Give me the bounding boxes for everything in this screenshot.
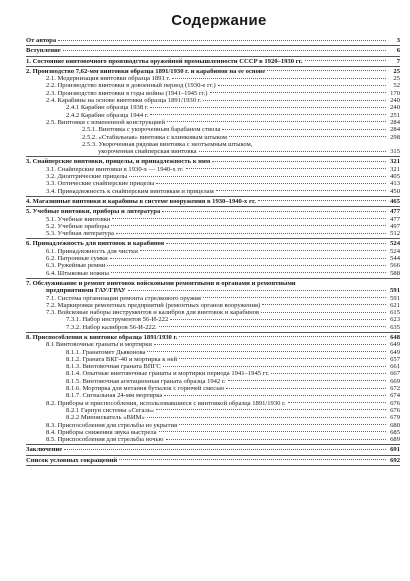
toc-entry[interactable] (26, 378, 400, 385)
toc-entry-title: 8.2. Приборы и приспособления, использовавшиеся с винтовкой образца 1891/1930 г. (46, 399, 286, 407)
dot-leader (128, 289, 386, 291)
toc-entry[interactable] (26, 208, 400, 215)
toc-entry-page: 3 (396, 37, 400, 44)
toc-entry-page: 240 (390, 97, 400, 105)
toc-entry[interactable] (26, 97, 400, 104)
dot-leader (179, 423, 386, 425)
toc-entry-title: 1. Состояние винтовочного производства оружейной промышленности СССР в 1920–1930 гг. (26, 57, 303, 65)
section-divider (26, 196, 400, 197)
dot-leader (261, 311, 386, 313)
toc-entry[interactable] (26, 356, 400, 363)
toc-entry-page: 661 (390, 363, 400, 371)
toc-entry[interactable] (26, 385, 400, 392)
toc-entry-page: 672 (390, 385, 400, 393)
toc-entry[interactable] (26, 47, 400, 54)
toc-entry[interactable] (26, 166, 400, 173)
toc-entry-title: 8.1.6. Мортирка для метания бутылок с горючей смесью (66, 385, 225, 393)
toc-entry-page: 588 (390, 269, 400, 277)
toc-entry[interactable] (26, 188, 400, 195)
toc-entry[interactable] (26, 295, 400, 302)
toc-entry[interactable] (26, 262, 400, 269)
dot-leader (288, 401, 386, 403)
toc-entry[interactable] (26, 370, 400, 377)
section-divider (26, 206, 400, 207)
toc-entry-title: 2. Производство 7,62-мм винтовки образца 1891/1930 г. и карабинов на ее основе (26, 67, 266, 75)
toc-entry-title: 3. Снайперские винтовки, прицелы, и принадлежность к ним (26, 158, 211, 166)
toc-entry[interactable] (26, 216, 400, 223)
toc-entry-title: 8.1.7. Сигнальная 24-мм мортирка (66, 392, 163, 400)
toc-entry[interactable] (26, 436, 400, 443)
toc-entry-title: 2.4. Карабины на основе винтовки образца 1891/1930 г. (46, 97, 202, 105)
toc-entry[interactable] (26, 75, 400, 82)
section-divider (26, 455, 400, 456)
dot-leader (147, 416, 386, 418)
toc-entry-title: 2.5.3. Укороченная рядовая винтовка с неотъемным штыком, (82, 140, 253, 148)
toc-entry-page: 7 (396, 57, 400, 65)
toc-entry-page: 284 (390, 118, 400, 126)
toc-entry-page: 648 (390, 333, 400, 341)
toc-entry-title: 8.1.4. Опытные винтовочные гранаты и мортирки периода 1941–1945 гг. (66, 370, 269, 378)
toc-entry-title: 8.1 Винтовочные гранаты и мортирки (46, 341, 152, 349)
toc-entry[interactable] (26, 392, 400, 399)
toc-entry-title: 8. Приспособления к винтовке образца 1891/1930 г. (26, 333, 178, 341)
toc-entry-title: 7. Обслуживание и ремонт винтовок войсковыми ремонтными и органами и ремонтными (26, 279, 296, 287)
toc-entry-title: 2.3. Производство винтовки в годы войны (1941–1945 гг.) (46, 89, 208, 97)
toc-entry-page: 477 (390, 215, 400, 223)
dot-leader (164, 394, 386, 396)
toc-entry-title: 3.2. Диоптрические прицелы (46, 173, 128, 181)
dot-leader (203, 296, 386, 298)
dot-leader (210, 91, 386, 93)
toc-entry[interactable] (26, 287, 400, 294)
dot-leader (150, 113, 386, 115)
toc-entry[interactable] (26, 68, 400, 75)
page-title: Содержание (171, 12, 267, 29)
section-divider (26, 156, 400, 157)
section-divider (26, 66, 400, 67)
dot-leader (116, 232, 386, 234)
toc-entry-page: 240 (390, 104, 400, 112)
toc-entry-title: 2.5.1. Винтовка с укороченным барабаном ствола (82, 126, 221, 134)
dot-leader (212, 160, 386, 162)
toc-entry[interactable] (26, 270, 400, 277)
toc-entry-title: 6.3. Ружейные ремни (46, 262, 106, 270)
toc-entry-page: 450 (390, 187, 400, 195)
toc-entry[interactable] (26, 240, 400, 247)
dot-leader (166, 438, 387, 440)
toc-entry-page: 669 (390, 377, 400, 385)
dot-leader (156, 408, 386, 410)
dot-leader (186, 167, 386, 169)
dot-leader (216, 189, 386, 191)
toc-entry-title: 6.2. Патронные сумки (46, 255, 108, 263)
toc-entry[interactable] (26, 37, 400, 44)
toc-entry-page: 674 (390, 392, 400, 400)
toc-entry-page: 676 (390, 399, 400, 407)
toc-entry-title: 3.3. Оптические снайперские прицелы (46, 180, 155, 188)
toc-entry-title: 5.3. Учебная литература (46, 230, 114, 238)
toc-entry-title: 4. Магазинные винтовки и карабины в системе вооружения в 1930–1940-х гг. (26, 197, 256, 205)
toc-entry-title: От автора (26, 37, 57, 44)
toc-entry-title: 6.4. Штыковые ножны (46, 269, 109, 277)
dot-leader (229, 135, 386, 137)
dot-leader (179, 335, 386, 337)
toc-entry-title: 5.2. Учебные приборы (46, 222, 110, 230)
toc-entry-title: 2.4.2 Карабин образца 1944 г. (66, 111, 149, 119)
dot-leader (110, 257, 386, 259)
toc-entry-title: 3.1. Снайперские винтовки в 1930-х — 1940-х гг. (46, 165, 184, 173)
toc-entry-page: 52 (393, 82, 400, 90)
toc-entry[interactable] (26, 126, 400, 133)
toc-entry[interactable] (26, 334, 400, 341)
toc-entry-page: 465 (390, 197, 400, 205)
toc-entry-title: 7.3. Войсковые наборы инструментов и калибров для винтовок и карабинов (46, 309, 260, 317)
toc-entry-title: Список условных сокращений (26, 456, 118, 464)
toc-entry-title: 7.3.2. Набор калибров 56-И-222. (66, 323, 157, 331)
toc-entry[interactable] (26, 280, 400, 287)
toc-entry-title: 7.1. Система организации ремонта стрелкового оружия (46, 294, 201, 302)
toc-entry-page: 691 (390, 446, 400, 454)
section-divider (26, 465, 400, 466)
toc-entry-page: 25 (393, 67, 400, 75)
toc-entry-page: 679 (390, 414, 400, 422)
toc-entry-title: 2.5.2. «Стабильная» винтовка с клинковым штыком (82, 133, 227, 141)
toc-entry[interactable] (26, 302, 400, 309)
toc-entry-title: Вступление (26, 47, 61, 55)
toc-entry-page: 512 (390, 230, 400, 238)
dot-leader (150, 106, 386, 108)
toc-entry[interactable] (26, 407, 400, 414)
dot-leader (156, 182, 386, 184)
toc-entry[interactable] (26, 112, 400, 119)
toc-entry[interactable] (26, 309, 400, 316)
dot-leader (226, 387, 386, 389)
table-of-contents (26, 37, 400, 466)
toc-entry[interactable] (26, 255, 400, 262)
toc-entry-title: 5. Учебные винтовки, приборы и литература (26, 208, 161, 216)
toc-entry-page: 566 (390, 262, 400, 270)
toc-entry-title: 8.1.3. Винтовочная граната ВПГС (66, 363, 161, 371)
toc-entry-page: 6 (396, 47, 400, 55)
toc-entry[interactable] (26, 198, 400, 205)
dot-leader (63, 49, 386, 51)
toc-entry-page: 251 (390, 111, 400, 119)
dot-leader (112, 217, 386, 219)
toc-entry-page: 621 (390, 301, 400, 309)
dot-leader (170, 318, 386, 320)
toc-entry-page: 667 (390, 370, 400, 378)
toc-entry[interactable] (26, 90, 400, 97)
section-divider (26, 45, 400, 46)
toc-entry[interactable] (26, 173, 400, 180)
toc-entry-page: 315 (390, 148, 400, 156)
toc-entry-title: укороченная снайперская винтовка (98, 148, 197, 156)
dot-leader (140, 249, 386, 251)
toc-entry[interactable] (26, 457, 400, 464)
toc-entry[interactable] (26, 104, 400, 111)
toc-entry[interactable] (26, 414, 400, 421)
toc-entry-page: 649 (390, 341, 400, 349)
dot-leader (222, 128, 386, 130)
dot-leader (159, 325, 386, 327)
toc-entry[interactable] (26, 248, 400, 255)
toc-entry[interactable] (26, 446, 400, 453)
toc-entry-page: 623 (390, 316, 400, 324)
toc-entry[interactable] (26, 316, 400, 323)
toc-entry-title: предприятиями ГАУ/ГРАУ (46, 287, 126, 295)
dot-leader (58, 39, 386, 41)
dot-leader (107, 264, 386, 266)
toc-entry[interactable] (26, 134, 400, 141)
toc-entry-title: 7.2. Маркировки ремонтных предприятий (ремонтных органов вооружения) (46, 301, 261, 309)
toc-entry-page: 413 (390, 180, 400, 188)
toc-entry-page: 692 (390, 456, 400, 464)
dot-leader (167, 120, 386, 122)
section-divider (26, 238, 400, 239)
toc-entry-title: 7.3.1. Набор инструментов 56-И-222 (66, 316, 169, 324)
toc-entry[interactable] (26, 400, 400, 407)
dot-leader (203, 99, 386, 101)
toc-entry[interactable] (26, 119, 400, 126)
toc-entry[interactable] (26, 324, 400, 331)
toc-entry-title: 8.1.5. Винтовочная агитационная граната образца 1942 г. (66, 377, 226, 385)
dot-leader (258, 199, 386, 201)
toc-entry-title: 2.2. Производство винтовки в довоенный период (1930-е гг.) (46, 82, 216, 90)
toc-entry-page: 284 (390, 126, 400, 134)
toc-entry[interactable] (26, 82, 400, 89)
toc-entry[interactable] (26, 422, 400, 429)
toc-entry-page: 321 (390, 158, 400, 166)
toc-entry-page: 170 (390, 89, 400, 97)
toc-entry-title: 8.4. Приборы снижения звука выстрела (46, 428, 157, 436)
dot-leader (199, 150, 387, 152)
toc-entry-page: 657 (390, 355, 400, 363)
toc-entry-page: 477 (390, 208, 400, 216)
dot-leader (166, 242, 386, 244)
toc-entry-page: 298 (390, 133, 400, 141)
toc-entry-title: 5.1. Учебные винтовки (46, 215, 111, 223)
toc-entry-page: 25 (393, 75, 400, 83)
toc-entry-page: 591 (390, 287, 400, 295)
dot-leader (111, 224, 386, 226)
dot-leader (154, 343, 386, 345)
toc-entry-title: Заключение (26, 446, 63, 454)
toc-entry-page: 497 (390, 222, 400, 230)
toc-entry-title: 6. Принадлежность для винтовок и карабинов (26, 240, 165, 248)
dot-leader (64, 448, 386, 450)
toc-entry-title: 2.5. Винтовки с измененной конструкцией (46, 118, 166, 126)
toc-entry[interactable] (26, 141, 400, 148)
toc-entry-title: 8.1.2. Граната ВКГ-40 и мортирка к ней (66, 355, 178, 363)
toc-entry[interactable] (26, 363, 400, 370)
toc-entry-page: 649 (390, 348, 400, 356)
toc-entry-title: 8.3. Приспособления для стрельбы из укрытия (46, 421, 178, 429)
toc-entry-title: 2.4.1 Карабин образца 1938 г. (66, 104, 149, 112)
toc-entry[interactable] (26, 223, 400, 230)
toc-entry-page: 524 (390, 247, 400, 255)
toc-entry-title: 2.1. Модернизация винтовки образца 1891 г. (46, 75, 171, 83)
toc-entry-page: 685 (390, 428, 400, 436)
toc-entry-page: 591 (390, 294, 400, 302)
toc-entry[interactable] (26, 58, 400, 65)
toc-entry[interactable] (26, 148, 400, 155)
toc-entry-page: 680 (390, 421, 400, 429)
dot-leader (119, 458, 386, 460)
toc-entry-title: 6.1. Принадлежность для чистки (46, 247, 138, 255)
dot-leader (305, 59, 386, 61)
section-divider (26, 56, 400, 57)
dot-leader (162, 210, 386, 212)
dot-leader (218, 84, 386, 86)
toc-entry[interactable] (26, 158, 400, 165)
dot-leader (262, 303, 386, 305)
dot-leader (129, 175, 386, 177)
toc-entry-title: 8.5. Приспособления для стрельбы ночью (46, 436, 164, 444)
dot-leader (267, 69, 386, 71)
toc-entry-title: 8.1.1. Гранатомет Дьяконова (66, 348, 146, 356)
toc-entry-page: 405 (390, 173, 400, 181)
toc-entry[interactable] (26, 180, 400, 187)
section-divider (26, 444, 400, 445)
dot-leader (179, 357, 386, 359)
dot-leader (228, 379, 386, 381)
toc-entry[interactable] (26, 341, 400, 348)
toc-entry-page: 524 (390, 240, 400, 248)
dot-leader (147, 350, 386, 352)
dot-leader (159, 430, 386, 432)
toc-entry-page: 544 (390, 255, 400, 263)
dot-leader (172, 77, 386, 79)
toc-entry-page: 689 (390, 436, 400, 444)
toc-entry[interactable] (26, 349, 400, 356)
section-divider (26, 332, 400, 333)
toc-entry-title: 3.4. Принадлежность к снайперским винтовкам и прицелам (46, 187, 214, 195)
toc-entry-title: 8.2.2 Миноискатель «ВИМ» (66, 414, 145, 422)
toc-entry[interactable] (26, 429, 400, 436)
toc-entry-page: 615 (390, 309, 400, 317)
section-divider (26, 278, 400, 279)
dot-leader (163, 365, 386, 367)
toc-entry-page: 321 (390, 165, 400, 173)
dot-leader (111, 271, 386, 273)
toc-entry-page: 635 (390, 323, 400, 331)
toc-entry[interactable] (26, 230, 400, 237)
toc-entry-title: 8.2.1 Гарпун системы «Сегаль» (66, 406, 155, 414)
toc-entry-page: 676 (390, 406, 400, 414)
dot-leader (271, 372, 386, 374)
